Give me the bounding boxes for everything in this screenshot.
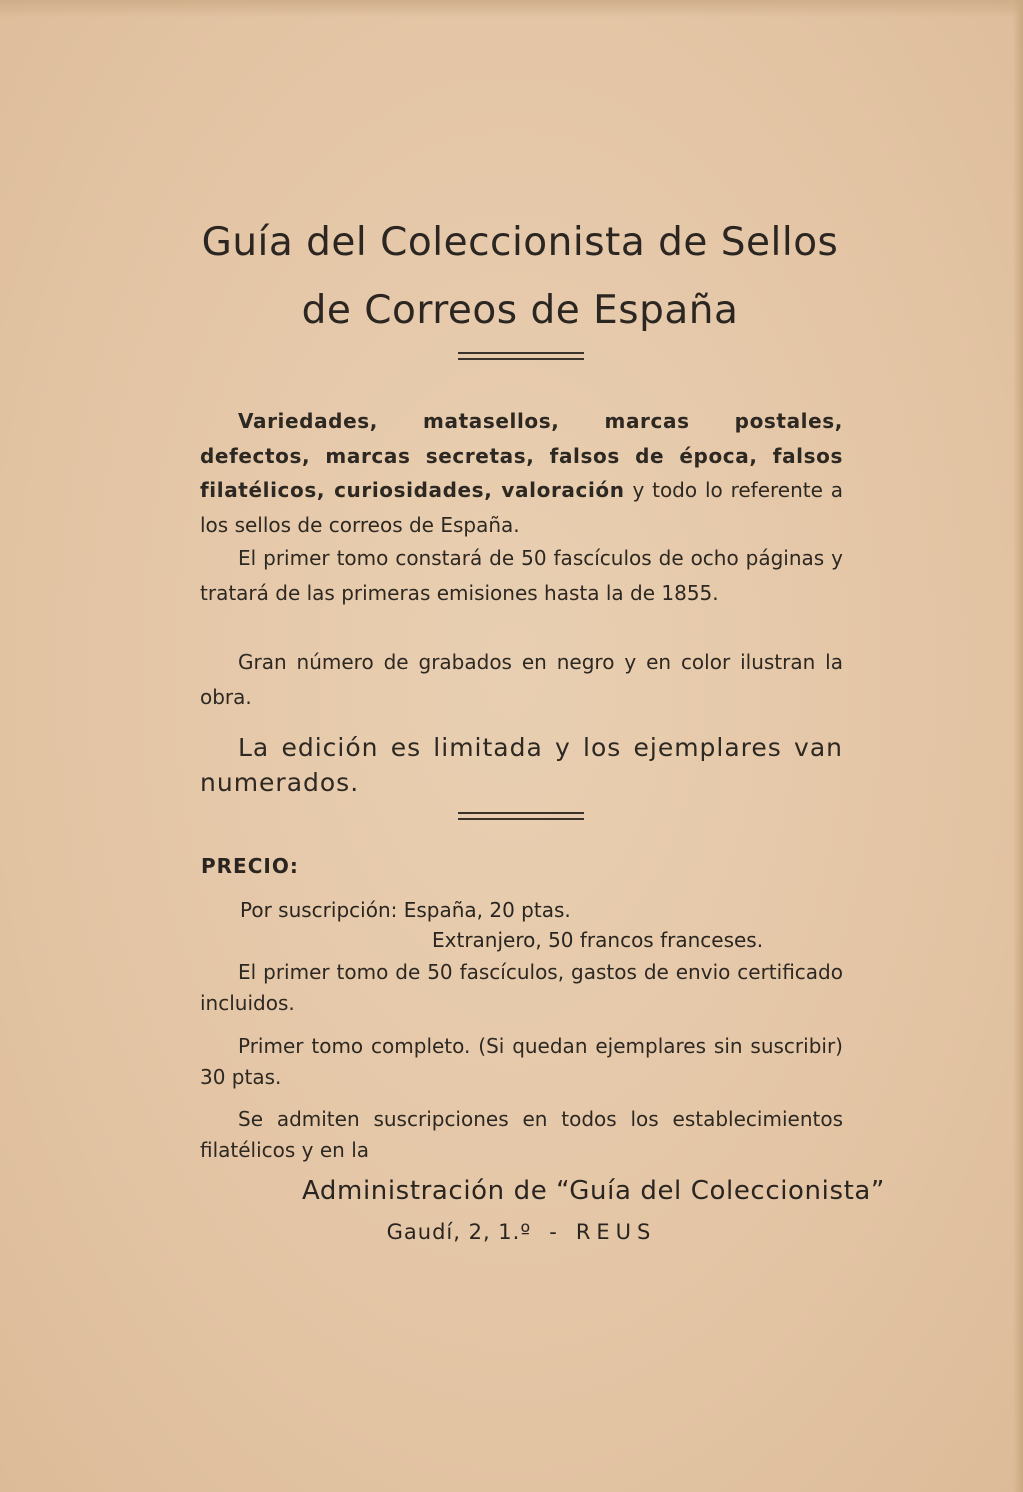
double-rule-divider [458, 352, 584, 360]
paper-top-edge [0, 0, 1023, 18]
intro-paragraph [200, 404, 843, 542]
administration-name: Administración de “Guía del Coleccionista” [301, 1176, 885, 1206]
address-separator: - [549, 1220, 558, 1244]
limited-edition-paragraph: La edición es limitada y los ejemplares van numerados. [200, 733, 843, 797]
title-line-1: Guía del Coleccionista de Sellos [201, 220, 839, 265]
paper-right-edge [1013, 0, 1023, 1492]
engravings-paragraph: Gran número de grabados en negro y en color ilustran la obra. [200, 650, 843, 709]
double-rule-divider [458, 812, 584, 820]
intro-bold-text: Variedades, matasellos, marcas postales, defectos, marcas secretas, falsos de época, falsos filatélicos, curiosidades, valoración [200, 409, 843, 502]
intro-rest-text: y todo lo referente a los sellos de correos de España. [200, 478, 844, 537]
subscription-spain: Por suscripción: España, 20 ptas. [240, 898, 571, 922]
administration-address [200, 1220, 843, 1244]
volume-paragraph: El primer tomo constará de 50 fascículos de ocho páginas y tratará de las primeras emisiones hasta la de 1855. [200, 546, 843, 605]
address-city: REUS [575, 1220, 657, 1244]
complete-volume-note: Primer tomo completo. (Si quedan ejemplares sin suscribir) 30 ptas. [200, 1034, 843, 1089]
first-volume-note: El primer tomo de 50 fascículos, gastos de envio certificado incluidos. [200, 960, 843, 1015]
title-line-2: de Correos de España [301, 288, 739, 333]
address-street: Gaudí, 2, 1.º [386, 1220, 532, 1244]
subscription-abroad: Extranjero, 50 francos franceses. [432, 928, 764, 952]
price-heading: PRECIO: [201, 854, 299, 878]
subscription-places: Se admiten suscripciones en todos los establecimientos filatélicos y en la [200, 1107, 843, 1162]
